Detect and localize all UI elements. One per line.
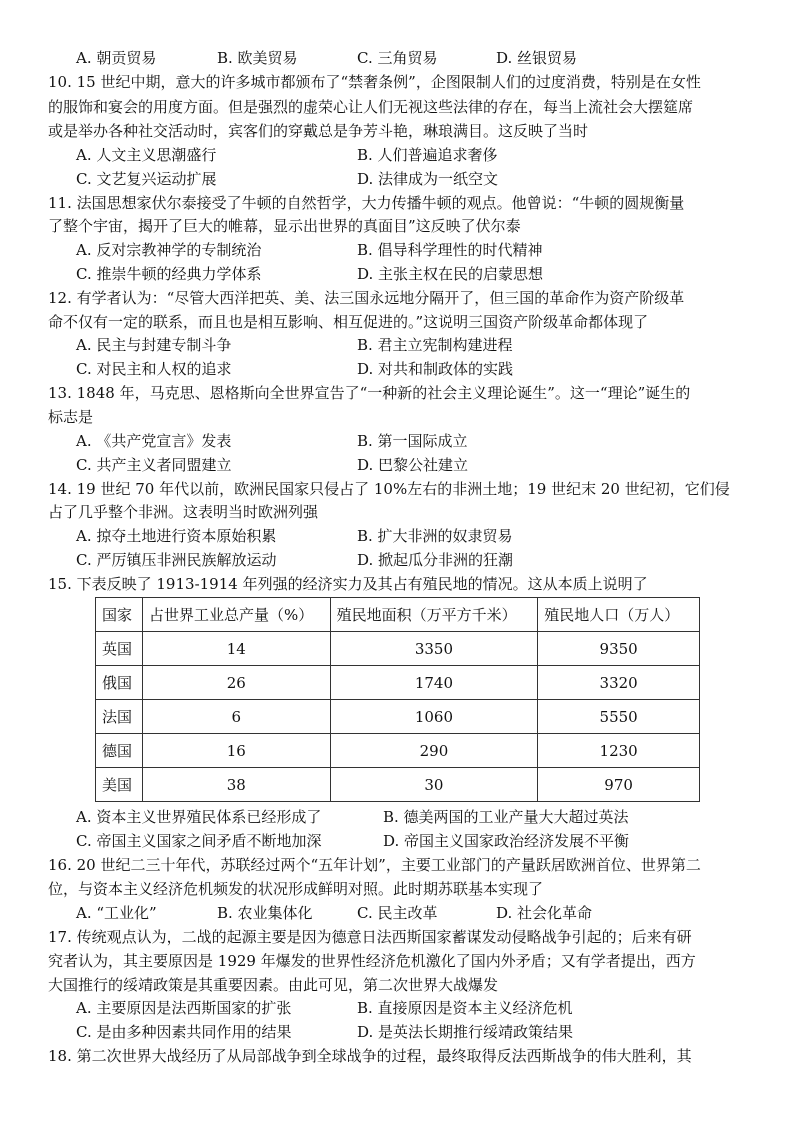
q16-option-a: A. “工业化” bbox=[76, 904, 157, 922]
q10-stem-line-2: 的服饰和宴会的用度方面。但是强烈的虚荣心让人们无视这些法律的存在，每当上流社会大摆筵席 bbox=[48, 98, 694, 116]
q17-stem-line-3: 大国推行的绥靖政策是其重要因素。由此可见，第二次世界大战爆发 bbox=[48, 976, 499, 994]
q9-option-c: C. 三角贸易 bbox=[357, 49, 438, 67]
q13-option-c: C. 共产主义者同盟建立 bbox=[76, 456, 232, 474]
q14-option-d: D. 掀起瓜分非洲的狂潮 bbox=[357, 551, 514, 569]
q17-option-b: B. 直接原因是资本主义经济危机 bbox=[357, 999, 573, 1017]
q9-option-b: B. 欧美贸易 bbox=[217, 49, 298, 67]
table-row bbox=[96, 734, 700, 768]
q12-option-b: B. 君主立宪制构建进程 bbox=[357, 336, 513, 354]
q12-stem-line-1: 12. 有学者认为：“尽管大西洋把英、美、法三国永远地分隔开了，但三国的革命作为资产阶级革 bbox=[48, 289, 685, 307]
q14-stem-line-2: 占了几乎整个非洲。这表明当时欧洲列强 bbox=[48, 503, 319, 521]
table-header-cell: 殖民地面积（万平方千米） bbox=[330, 598, 538, 632]
q15-option-d: D. 帝国主义国家政治经济发展不平衡 bbox=[383, 832, 630, 850]
q10-option-a: A. 人文主义思潮盛行 bbox=[76, 146, 217, 164]
q12-option-c: C. 对民主和人权的追求 bbox=[76, 360, 232, 378]
table-row bbox=[96, 700, 700, 734]
table-cell: 38 bbox=[142, 768, 330, 802]
table-header-cell: 占世界工业总产量（%） bbox=[142, 598, 330, 632]
q17-stem-line-1: 17. 传统观点认为，二战的起源主要是因为德意日法西斯国家蓄谋发动侵略战争引起的；后来有研 bbox=[48, 928, 692, 946]
q13-stem-line-1: 13. 1848 年，马克思、恩格斯向全世界宣告了“一种新的社会主义理论诞生”。这一“理论”诞生的 bbox=[48, 384, 691, 402]
q16-option-b: B. 农业集体化 bbox=[217, 904, 313, 922]
table-cell: 9350 bbox=[538, 632, 700, 666]
q17-stem-line-2: 究者认为，其主要原因是 1929 年爆发的世界性经济危机激化了国内外矛盾；又有学者提出，西方 bbox=[48, 952, 696, 970]
table-cell: 26 bbox=[142, 666, 330, 700]
q15-stem-line-1: 15. 下表反映了 1913-1914 年列强的经济实力及其占有殖民地的情况。这从本质上说明了 bbox=[48, 575, 648, 593]
table-cell: 1060 bbox=[330, 700, 538, 734]
table-cell: 1740 bbox=[330, 666, 538, 700]
q13-option-a: A. 《共产党宣言》发表 bbox=[76, 432, 232, 450]
q14-stem-line-1: 14. 19 世纪 70 年代以前，欧洲民国家只侵占了 10%左右的非洲土地；19 世纪末 20 世纪初，它们侵 bbox=[48, 480, 730, 498]
q13-option-d: D. 巴黎公社建立 bbox=[357, 456, 469, 474]
table-row bbox=[96, 632, 700, 666]
table-cell-country: 德国 bbox=[96, 734, 143, 768]
q16-stem-line-2: 位，与资本主义经济危机频发的状况形成鲜明对照。此时期苏联基本实现了 bbox=[48, 880, 544, 898]
table-cell: 3320 bbox=[538, 666, 700, 700]
q18-stem-line-1: 18. 第二次世界大战经历了从局部战争到全球战争的过程，最终取得反法西斯战争的伟大胜利，其 bbox=[48, 1047, 692, 1065]
table-cell-country: 美国 bbox=[96, 768, 143, 802]
table-cell: 1230 bbox=[538, 734, 700, 768]
table-row bbox=[96, 666, 700, 700]
q10-stem-line-3: 或是举办各种社交活动时，宾客们的穿戴总是争芳斗艳，琳琅满目。这反映了当时 bbox=[48, 122, 589, 140]
q16-stem-line-1: 16. 20 世纪二三十年代，苏联经过两个“五年计划”，主要工业部门的产量跃居欧洲首位、世界第二 bbox=[48, 856, 701, 874]
table-cell: 16 bbox=[142, 734, 330, 768]
table-row bbox=[96, 768, 700, 802]
q16-option-d: D. 社会化革命 bbox=[496, 904, 593, 922]
table-header-row bbox=[96, 598, 700, 632]
q17-option-a: A. 主要原因是法西斯国家的扩张 bbox=[76, 999, 292, 1017]
table-cell-country: 俄国 bbox=[96, 666, 143, 700]
q10-option-b: B. 人们普遍追求奢侈 bbox=[357, 146, 498, 164]
q14-option-c: C. 严厉镇压非洲民族解放运动 bbox=[76, 551, 277, 569]
q11-stem-line-1: 11. 法国思想家伏尔泰接受了牛顿的自然哲学，大力传播牛顿的观点。他曾说：“牛顿的圆规衡量 bbox=[48, 194, 685, 212]
q15-data-table bbox=[95, 597, 700, 802]
q16-option-c: C. 民主改革 bbox=[357, 904, 438, 922]
q11-option-d: D. 主张主权在民的启蒙思想 bbox=[357, 265, 544, 283]
q13-option-b: B. 第一国际成立 bbox=[357, 432, 468, 450]
q14-option-a: A. 掠夺土地进行资本原始积累 bbox=[76, 527, 277, 545]
table-cell: 14 bbox=[142, 632, 330, 666]
q15-option-c: C. 帝国主义国家之间矛盾不断地加深 bbox=[76, 832, 322, 850]
q12-option-d: D. 对共和制政体的实践 bbox=[357, 360, 514, 378]
q10-stem-line-1: 10. 15 世纪中期，意大的许多城市都颁布了“禁奢条例”，企图限制人们的过度消费，特别是在女性 bbox=[48, 73, 701, 91]
q12-stem-line-2: 命不仅有一定的联系，而且也是相互影响、相互促进的。”这说明三国资产阶级革命都体现了 bbox=[48, 313, 649, 331]
q11-option-a: A. 反对宗教神学的专制统治 bbox=[76, 241, 262, 259]
table-cell-country: 法国 bbox=[96, 700, 143, 734]
q13-stem-line-2: 标志是 bbox=[48, 408, 94, 426]
table-header-cell: 殖民地人口（万人） bbox=[538, 598, 700, 632]
q10-option-c: C. 文艺复兴运动扩展 bbox=[76, 170, 217, 188]
q11-option-c: C. 推崇牛顿的经典力学体系 bbox=[76, 265, 262, 283]
table-cell: 5550 bbox=[538, 700, 700, 734]
table-cell: 970 bbox=[538, 768, 700, 802]
q10-option-d: D. 法律成为一纸空文 bbox=[357, 170, 499, 188]
q11-stem-line-2: 了整个宇宙，揭开了巨大的帷幕，显示出世界的真面目”这反映了伏尔泰 bbox=[48, 217, 521, 235]
q14-option-b: B. 扩大非洲的奴隶贸易 bbox=[357, 527, 513, 545]
q15-option-b: B. 德美两国的工业产量大大超过英法 bbox=[383, 808, 629, 826]
q17-option-d: D. 是英法长期推行绥靖政策结果 bbox=[357, 1023, 574, 1041]
q12-option-a: A. 民主与封建专制斗争 bbox=[76, 336, 232, 354]
table-cell-country: 英国 bbox=[96, 632, 143, 666]
table-cell: 30 bbox=[330, 768, 538, 802]
table-cell: 290 bbox=[330, 734, 538, 768]
q15-option-a: A. 资本主义世界殖民体系已经形成了 bbox=[76, 808, 322, 826]
q9-option-a: A. 朝贡贸易 bbox=[76, 49, 157, 67]
table-cell: 3350 bbox=[330, 632, 538, 666]
table-cell: 6 bbox=[142, 700, 330, 734]
q11-option-b: B. 倡导科学理性的时代精神 bbox=[357, 241, 543, 259]
q17-option-c: C. 是由多种因素共同作用的结果 bbox=[76, 1023, 292, 1041]
table-header-cell: 国家 bbox=[96, 598, 143, 632]
q9-option-d: D. 丝银贸易 bbox=[496, 49, 578, 67]
